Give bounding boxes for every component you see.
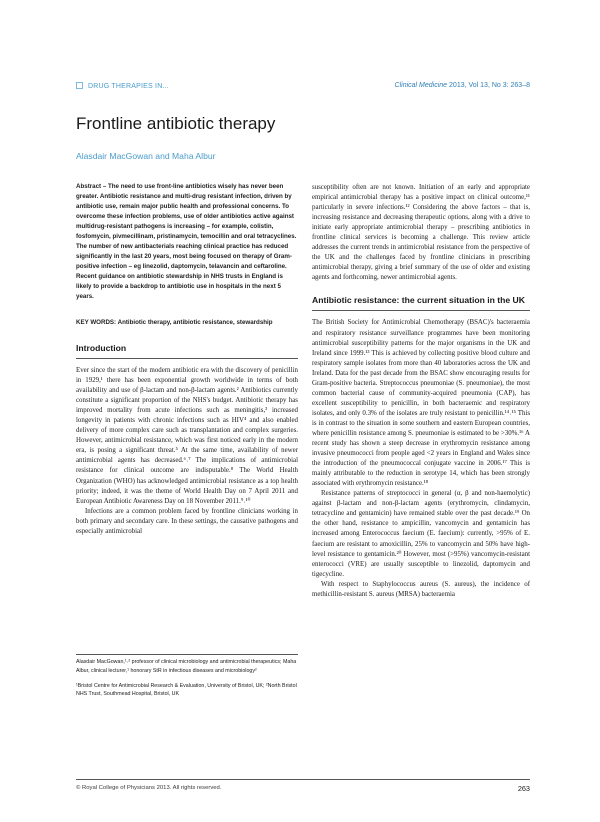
section-label: DRUG THERAPIES IN... [76,82,169,90]
author-byline: Alasdair MacGowan and Maha Albur [76,151,216,161]
resistance-paragraph-2: Resistance patterns of streptococci in general (α, β and non-haemolytic) against β-lactam and non-β-lactam agents (erythromycin, clindamycin, tetracycline and gentamicin) have remained stable over the past decade.¹⁹ On the other hand, resistance to ampicillin, vancomycin and gentamicin has increased among Enterococcus faecium (E. faecium): currently, >95% of E. faecium are resistant to amoxicillin, 25% to vancomycin and 50% have high-level resistance to gentamicin.²⁰ However, most (>95%) vancomycin-resistant enterococci (VRE) are usually susceptible to linezolid, daptomycin and tigecycline. [312,490,530,578]
abstract: Abstract – The need to use front-line antibiotics wisely has never been greater. Antibiotic resistance and multi-drug resistant infection, driven by antibiotic use, remain major public health and professional concerns. To overcome these infection problems, use of older antibiotics active against multidrug-resistant pathogens is increasing – for example, colistin, fosfomycin, pivmecillinam, pristinamycin, temocillin and oral tetracyclines. The number of new antibacterials reaching clinical practice has reduced significantly in the last 20 years, most being focused on therapy of Gram-positive infection – eg linezolid, daptomycin, telavancin and ceftaroline. Recent guidance on antibiotic stewardship in NHS trusts in England is likely to provide a backdrop to antibiotic use in hospitals in the next 5 years. [76,183,297,300]
heading-rule [76,358,298,359]
institution-note: ¹Bristol Centre for Antimicrobial Research & Evaluation, University of Bristol, UK; ²North Bristol NHS Trust, Southmead Hospital, Bristol, UK [76,682,297,698]
article-title: Frontline antibiotic therapy [76,114,276,133]
left-column [76,182,298,537]
square-bullet-icon [76,82,83,89]
introduction-section [76,343,298,537]
introduction-paragraph-2: Infections are a common problem faced by frontline clinicians working in both primary and secondary care. In these settings, the causative pathogens and especially antimicrobial [76,507,298,535]
author-affiliation-note: Alasdair MacGowan,¹˒² professor of clinical microbiology and antimicrobial therapeutics; Maha Albur, clinical lecturer,¹ honorary StR in infectious diseases and microbiology² [76,659,297,674]
footer-rule [76,779,530,780]
keywords: KEY WORDS: Antibiotic therapy, antibiotic resistance, stewardship [76,319,273,326]
resistance-paragraph-1: The British Society for Antimicrobial Chemotherapy (BSAC)'s bacteraemia and respiratory resistance surveillance programmes have been monitoring antimicrobial susceptibility patterns for the major organisms in the UK and Ireland since 1999.¹³ This is achieved by collecting positive blood culture and respiratory sample isolates from more than 40 laboratories across the UK and Ireland. Data for the past decade from the BSAC show encouraging results for Gram-positive bacteria. Streptococcus pneumoniae (S. pneumoniae), the most common bacterial cause of community-acquired pneumonia (CAP), has excellent susceptibility to penicillin, in both bacteraemic and respiratory isolates, and only 0.3% of the isolates are truly resistant to penicillin.¹⁴˒¹⁵ This is in contrast to the situation in some southern and eastern European countries, where penicillin resistance among S. pneumoniae is estimated to be >30%.¹⁶ A recent study has shown a steep decrease in erythromycin resistance among invasive pneumococci from people aged <2 years in England and Wales since the introduction of the pneumococcal conjugate vaccine in 2006.¹⁷ This is mainly attributable to the reduction in serotype 14, which has been strongly associated with erythromycin resistance.¹⁸ [312,319,530,488]
copyright-notice: © Royal College of Physicians 2013. All rights reserved. [76,785,222,791]
right-column [312,183,530,600]
introduction-paragraph-1: Ever since the start of the modern antibiotic era with the discovery of penicillin in 1929,¹ there has been exponential growth worldwide in terms of both availability and use of β-lactam and non-β-lactam agents.² Antibiotics currently constitute a significant proportion of the NHS's budget. Antibiotic therapy has improved mortality from acute infections such as meningitis,³ increased longevity in patients with chronic infections such as HIV⁴ and also enabled delivery of more complex care such as transplantation and complex surgeries. However, antimicrobial resistance, which was first noticed early in the modern era, is posing a significant threat.⁵ At the same time, availability of newer antimicrobial agents has decreased.⁶˒⁷ The implications of antimicrobial resistance for clinical outcome are indisputable.⁸ The World Health Organization (WHO) has acknowledged antimicrobial resistance as a top health priority; indeed, it was the theme of World Health Day on 7 April 2011 and European Antibiotic Awareness Day on 18 November 2011.⁹˒¹⁰ [76,367,298,505]
introduction-heading: Introduction [76,343,127,353]
resistance-section [312,295,530,599]
resistance-heading: Antibiotic resistance: the current situation in the UK [312,295,525,306]
footnotes [76,658,298,699]
resistance-paragraph-3: With respect to Staphylococcus aureus (S. aureus), the incidence of methicillin-resistant S. aureus (MRSA) bacteraemia [312,580,530,598]
footnote-rule [76,654,298,655]
journal-citation: Clinical Medicine 2013, Vol 13, No 3: 263–8 [394,82,530,89]
page-number: 263 [517,784,530,793]
introduction-continued: susceptibility often are not known. Initiation of an early and appropriate empirical antimicrobial therapy has a positive impact on clinical outcome,¹¹ particularly in severe infections.¹² Considering the above factors – that is, increasing resistance and decreasing therapeutic options, along with a drive to initiate early appropriate antimicrobial therapy – prescribing antibiotics in frontline clinical services is becoming a challenge. This review article addresses the current trends in antimicrobial resistance from the perspective of the UK and the challenges faced by frontline clinicians in prescribing antimicrobial therapy, giving a brief summary of the use of older and existing agents and forthcoming, newer antimicrobial agents. [312,184,530,282]
heading-rule [312,310,530,311]
running-head [76,82,530,94]
